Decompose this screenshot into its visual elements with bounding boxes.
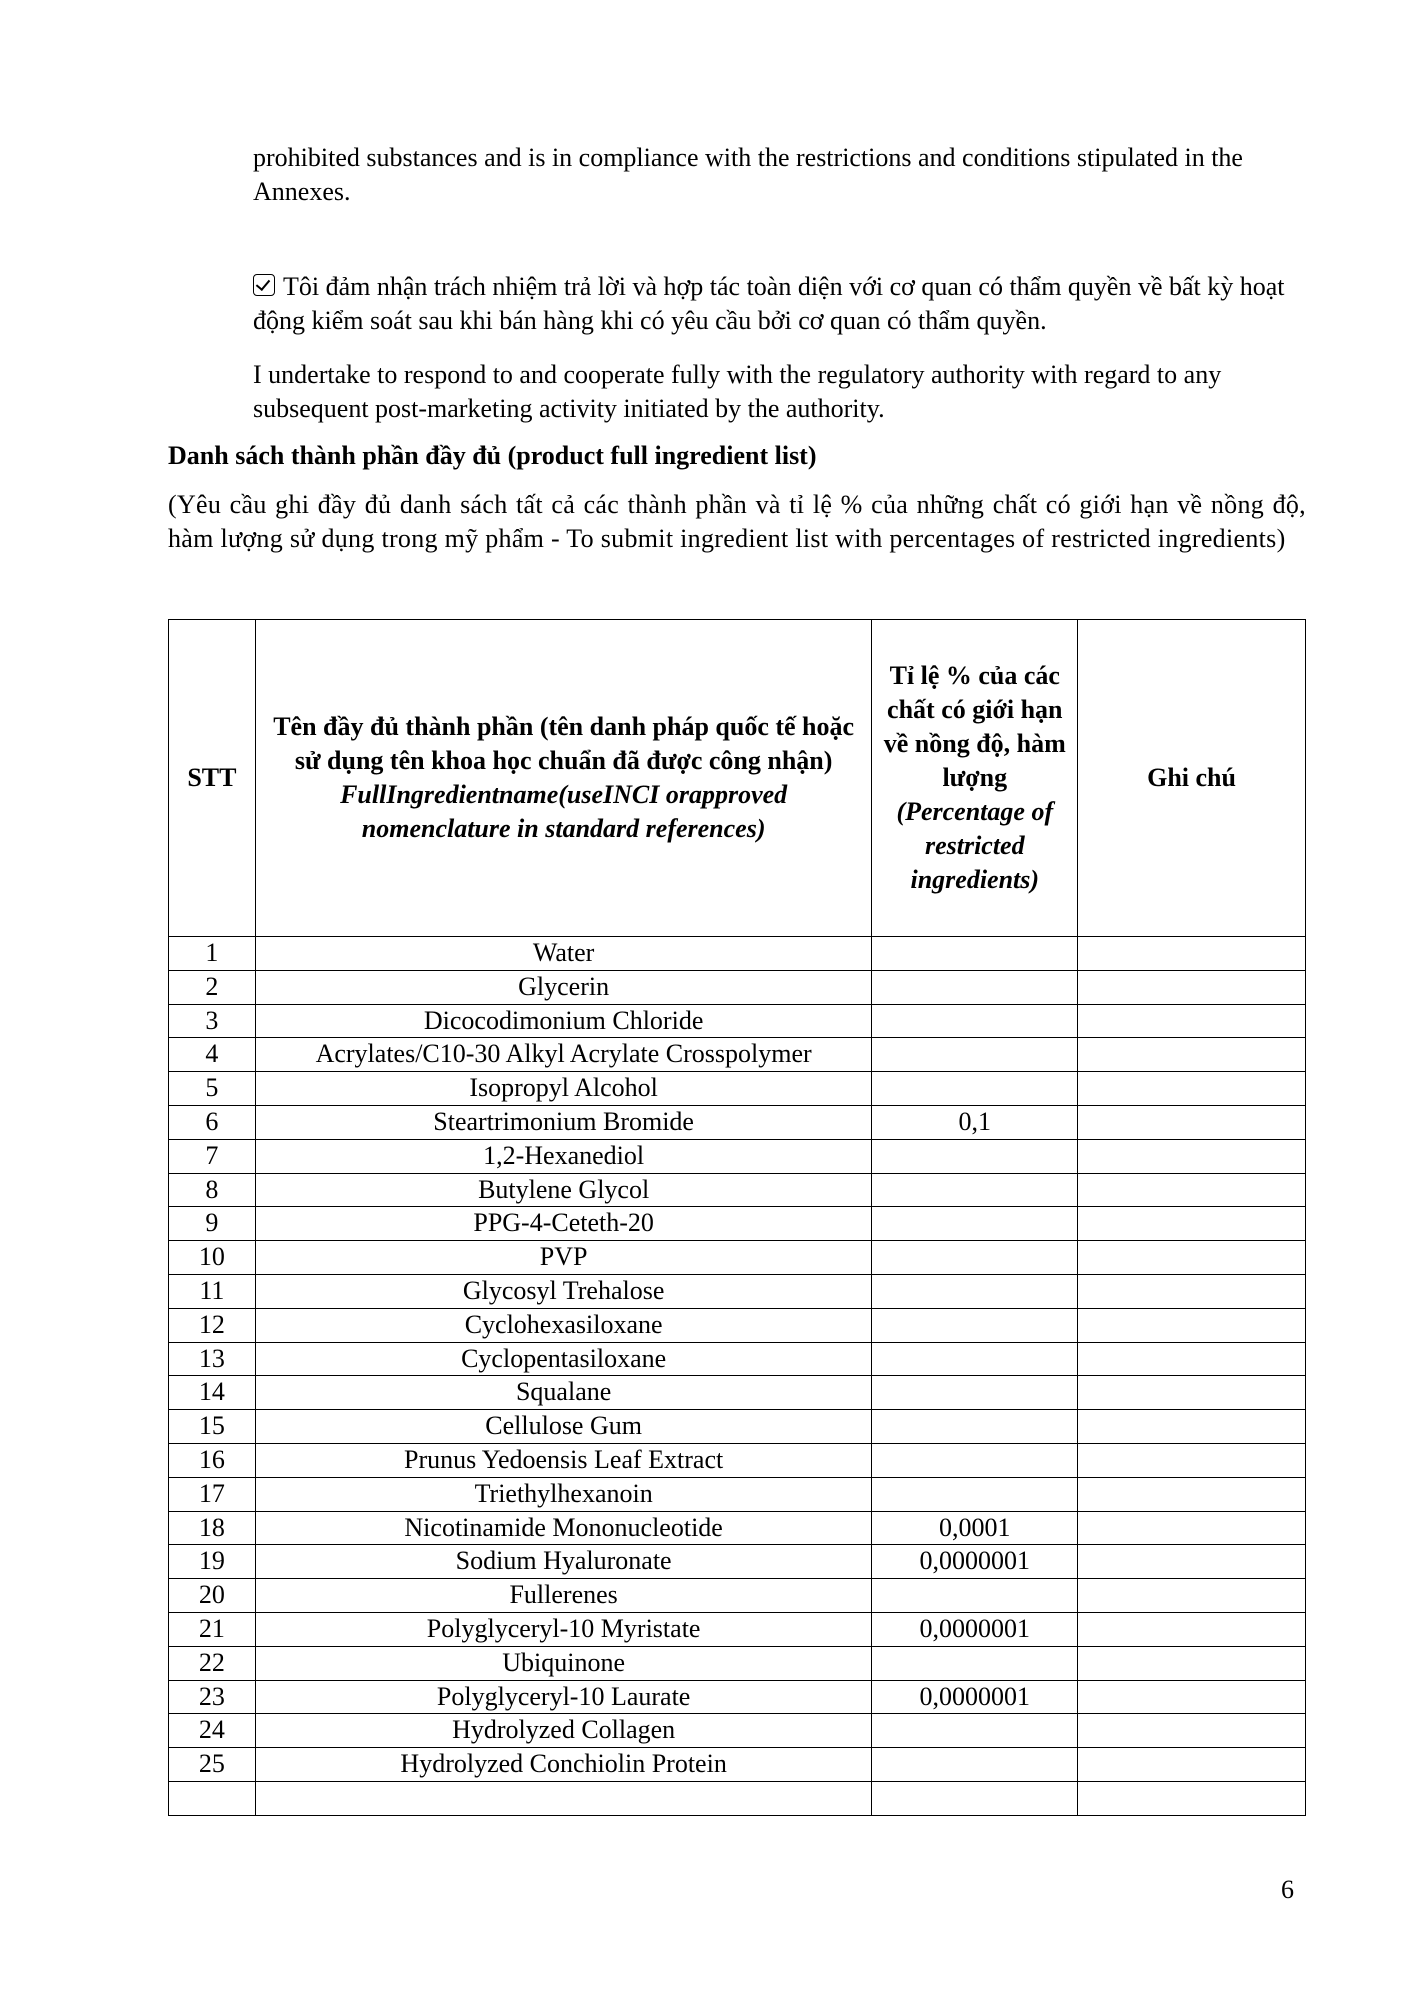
- cell-ingredient-name: [255, 1781, 872, 1815]
- cell-stt: 18: [169, 1511, 256, 1545]
- table-row: [169, 1207, 1306, 1241]
- cell-note: [1078, 1579, 1306, 1613]
- cell-note: [1078, 1038, 1306, 1072]
- cell-percentage: [872, 1748, 1078, 1782]
- cell-note: [1078, 1511, 1306, 1545]
- table-row: [169, 1342, 1306, 1376]
- cell-stt: 8: [169, 1173, 256, 1207]
- cell-percentage: [872, 1781, 1078, 1815]
- cell-ingredient-name: Polyglyceryl-10 Laurate: [255, 1680, 872, 1714]
- cell-note: [1078, 1004, 1306, 1038]
- table-row: [169, 1646, 1306, 1680]
- table-row: [169, 1545, 1306, 1579]
- table-row: [169, 1308, 1306, 1342]
- cell-note: [1078, 1443, 1306, 1477]
- cell-ingredient-name: Hydrolyzed Collagen: [255, 1714, 872, 1748]
- cell-stt: 15: [169, 1410, 256, 1444]
- cell-percentage: [872, 1274, 1078, 1308]
- cell-stt: 13: [169, 1342, 256, 1376]
- cell-ingredient-name: Squalane: [255, 1376, 872, 1410]
- cell-stt: 7: [169, 1139, 256, 1173]
- cell-note: [1078, 1207, 1306, 1241]
- cell-ingredient-name: Triethylhexanoin: [255, 1477, 872, 1511]
- cell-stt: 24: [169, 1714, 256, 1748]
- table-row: [169, 937, 1306, 971]
- cell-stt: 10: [169, 1241, 256, 1275]
- cell-stt: 1: [169, 937, 256, 971]
- checked-checkbox-icon[interactable]: [253, 274, 275, 296]
- paragraph-continuation: prohibited substances and is in compliance with the restrictions and conditions stipulated in the Annexes.: [253, 143, 1243, 206]
- cell-stt: 25: [169, 1748, 256, 1782]
- cell-percentage: 0,0000001: [872, 1612, 1078, 1646]
- page-number: 6: [1281, 1875, 1294, 1904]
- table-row: [169, 1511, 1306, 1545]
- table-row: [169, 1410, 1306, 1444]
- cell-note: [1078, 1477, 1306, 1511]
- cell-stt: 3: [169, 1004, 256, 1038]
- cell-stt: 14: [169, 1376, 256, 1410]
- cell-note: [1078, 1646, 1306, 1680]
- cell-ingredient-name: 1,2-Hexanediol: [255, 1139, 872, 1173]
- table-row: [169, 1173, 1306, 1207]
- table-header-row: [169, 620, 1306, 937]
- cell-percentage: [872, 1173, 1078, 1207]
- header-percent-vi: Tỉ lệ % của các chất có giới hạn về nồng độ, hàm lượng: [883, 661, 1066, 792]
- cell-ingredient-name: Sodium Hyaluronate: [255, 1545, 872, 1579]
- header-name-vi: Tên đầy đủ thành phần (tên danh pháp quốc tế hoặc sử dụng tên khoa học chuẩn đã được công nhận): [273, 712, 855, 775]
- cell-percentage: [872, 1410, 1078, 1444]
- cell-note: [1078, 1376, 1306, 1410]
- cell-stt: 9: [169, 1207, 256, 1241]
- table-row: [169, 1612, 1306, 1646]
- table-row: [169, 1443, 1306, 1477]
- cell-ingredient-name: Isopropyl Alcohol: [255, 1072, 872, 1106]
- cell-ingredient-name: Cyclohexasiloxane: [255, 1308, 872, 1342]
- ingredient-table: [168, 619, 1306, 1816]
- cell-ingredient-name: Glycosyl Trehalose: [255, 1274, 872, 1308]
- header-percentage: [872, 620, 1078, 937]
- cell-percentage: 0,0000001: [872, 1680, 1078, 1714]
- cell-percentage: [872, 1579, 1078, 1613]
- cell-ingredient-name: Polyglyceryl-10 Myristate: [255, 1612, 872, 1646]
- cell-ingredient-name: Steartrimonium Bromide: [255, 1105, 872, 1139]
- cell-ingredient-name: Hydrolyzed Conchiolin Protein: [255, 1748, 872, 1782]
- cell-stt: 20: [169, 1579, 256, 1613]
- cell-percentage: [872, 1443, 1078, 1477]
- cell-percentage: 0,0001: [872, 1511, 1078, 1545]
- cell-percentage: [872, 1139, 1078, 1173]
- table-row: [169, 1680, 1306, 1714]
- cell-stt: 17: [169, 1477, 256, 1511]
- cell-stt: 2: [169, 970, 256, 1004]
- cell-note: [1078, 1241, 1306, 1275]
- cell-stt: 12: [169, 1308, 256, 1342]
- cell-percentage: [872, 937, 1078, 971]
- commitment-vi-text: Tôi đảm nhận trách nhiệm trả lời và hợp tác toàn diện với cơ quan có thẩm quyền về bất kỳ hoạt động kiểm soát sau khi bán hàng khi có yêu cầu bởi cơ quan có thẩm quyền.: [253, 272, 1285, 335]
- header-note: Ghi chú: [1078, 620, 1306, 937]
- ingredient-table-body: [169, 937, 1306, 1816]
- cell-percentage: [872, 1342, 1078, 1376]
- cell-note: [1078, 1308, 1306, 1342]
- cell-percentage: [872, 1714, 1078, 1748]
- cell-note: [1078, 1680, 1306, 1714]
- cell-stt: 23: [169, 1680, 256, 1714]
- cell-ingredient-name: Dicocodimonium Chloride: [255, 1004, 872, 1038]
- cell-ingredient-name: Nicotinamide Mononucleotide: [255, 1511, 872, 1545]
- cell-ingredient-name: PVP: [255, 1241, 872, 1275]
- cell-note: [1078, 1173, 1306, 1207]
- cell-note: [1078, 1139, 1306, 1173]
- table-row: [169, 1376, 1306, 1410]
- commitment-en: I undertake to respond to and cooperate fully with the regulatory authority with regard to any subsequent post-marketing activity initiated by the authority.: [253, 360, 1222, 423]
- table-row: [169, 1477, 1306, 1511]
- cell-note: [1078, 1714, 1306, 1748]
- section-heading: Danh sách thành phần đầy đủ (product full ingredient list): [168, 441, 817, 470]
- cell-percentage: [872, 1241, 1078, 1275]
- cell-note: [1078, 1781, 1306, 1815]
- cell-ingredient-name: Butylene Glycol: [255, 1173, 872, 1207]
- header-stt: STT: [169, 620, 256, 937]
- table-row: [169, 1072, 1306, 1106]
- cell-note: [1078, 1545, 1306, 1579]
- cell-percentage: [872, 1004, 1078, 1038]
- header-ingredient-name: [255, 620, 872, 937]
- cell-ingredient-name: Glycerin: [255, 970, 872, 1004]
- cell-percentage: 0,1: [872, 1105, 1078, 1139]
- cell-stt: 6: [169, 1105, 256, 1139]
- cell-stt: 21: [169, 1612, 256, 1646]
- cell-note: [1078, 1274, 1306, 1308]
- cell-ingredient-name: Fullerenes: [255, 1579, 872, 1613]
- cell-note: [1078, 937, 1306, 971]
- cell-ingredient-name: PPG-4-Ceteth-20: [255, 1207, 872, 1241]
- table-row: [169, 1038, 1306, 1072]
- cell-stt: 4: [169, 1038, 256, 1072]
- table-row: [169, 1105, 1306, 1139]
- cell-percentage: [872, 1376, 1078, 1410]
- header-percent-en: (Percentage of restricted ingredients): [896, 797, 1054, 894]
- cell-note: [1078, 1410, 1306, 1444]
- cell-note: [1078, 1748, 1306, 1782]
- cell-percentage: [872, 1038, 1078, 1072]
- table-row: [169, 1004, 1306, 1038]
- cell-ingredient-name: Cellulose Gum: [255, 1410, 872, 1444]
- cell-ingredient-name: Cyclopentasiloxane: [255, 1342, 872, 1376]
- cell-note: [1078, 1105, 1306, 1139]
- table-row: [169, 1781, 1306, 1815]
- cell-percentage: [872, 1207, 1078, 1241]
- cell-ingredient-name: Water: [255, 937, 872, 971]
- table-row: [169, 1579, 1306, 1613]
- cell-note: [1078, 1612, 1306, 1646]
- cell-percentage: [872, 1646, 1078, 1680]
- cell-note: [1078, 970, 1306, 1004]
- section-note: (Yêu cầu ghi đầy đủ danh sách tất cả các thành phần và tỉ lệ % của những chất có giới hạn về nồng độ, hàm lượng sử dụng trong mỹ phẩm - To submit ingredient list with percentages of restricted ingredients): [168, 490, 1306, 553]
- table-row: [169, 1714, 1306, 1748]
- cell-stt: [169, 1781, 256, 1815]
- header-name-en: FullIngredientname(useINCI orapproved nomenclature in standard references): [340, 780, 788, 843]
- cell-note: [1078, 1342, 1306, 1376]
- table-row: [169, 1748, 1306, 1782]
- cell-percentage: [872, 1072, 1078, 1106]
- table-row: [169, 1274, 1306, 1308]
- cell-stt: 5: [169, 1072, 256, 1106]
- commitment-vi: [253, 270, 1303, 338]
- cell-stt: 19: [169, 1545, 256, 1579]
- cell-ingredient-name: Acrylates/C10-30 Alkyl Acrylate Crosspolymer: [255, 1038, 872, 1072]
- table-row: [169, 970, 1306, 1004]
- cell-ingredient-name: Ubiquinone: [255, 1646, 872, 1680]
- cell-ingredient-name: Prunus Yedoensis Leaf Extract: [255, 1443, 872, 1477]
- cell-stt: 11: [169, 1274, 256, 1308]
- cell-stt: 22: [169, 1646, 256, 1680]
- table-row: [169, 1139, 1306, 1173]
- cell-percentage: [872, 970, 1078, 1004]
- cell-percentage: [872, 1477, 1078, 1511]
- cell-stt: 16: [169, 1443, 256, 1477]
- table-row: [169, 1241, 1306, 1275]
- cell-percentage: 0,0000001: [872, 1545, 1078, 1579]
- cell-percentage: [872, 1308, 1078, 1342]
- cell-note: [1078, 1072, 1306, 1106]
